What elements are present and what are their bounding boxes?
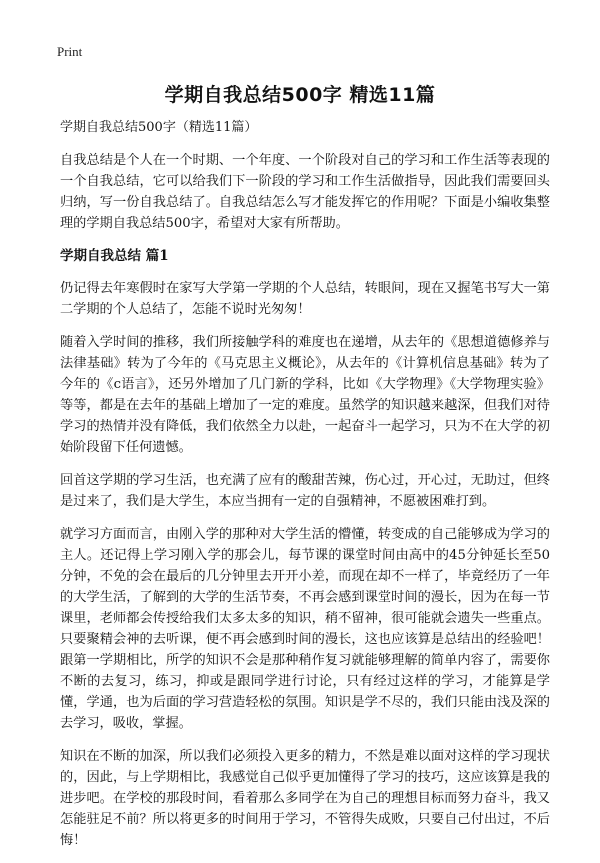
body-paragraph-1: 仍记得去年寒假时在家写大学第一学期的个人总结，转眼间，现在又握笔书写大一第二学期的个人总结了，怎能不说时光匆匆！ <box>60 281 550 317</box>
print-link[interactable]: Print <box>57 44 83 59</box>
body-paragraph-3: 回首这学期的学习生活，也充满了应有的酸甜苦辣，伤心过，开心过，无助过，但终是过来了，我们是大学生，本应当拥有一定的自强精神，不愿被困难打到。 <box>60 473 550 509</box>
body-paragraph-4: 就学习方面而言，由刚入学的那种对大学生活的懵懂，转变成的自己能够成为学习的主人。还记得上学习刚入学的那会儿，每节课的课堂时间由高中的45分钟延长至50分钟，不免的会在最后的几分钟里去开开小差，而现在却不一样了，毕竟经历了一年的大学生活，了解到的大学的生活节奏，不再会感到课堂时间的漫长，因为在每一节课里，老师都会传授给我们太多太多的知识，稍不留神，很可能就会遗失一些重点。只要聚精会神的去听课，便不再会感到时间的漫长，这也应该算是总结出的经验吧！跟第一学期相比，所学的知识不会是那种稍作复习就能够理解的简单内容了，需要你不断的去复习，练习，抑或是跟同学进行讨论，只有经过这样的学习，才能算是学懂，学通，也为后面的学习营造轻松的氛围。知识是学不尽的，我们只能由浅及深的去学习，吸收，掌握。 <box>60 527 550 731</box>
body-paragraph-5: 知识在不断的加深，所以我们必须投入更多的精力，不然是难以面对这样的学习现状的，因此，与上学期相比，我感觉自己似乎更加懂得了学习的技巧，这应该算是我的进步吧。在学校的那段时间，看着那么多同学在为自己的理想目标而努力奋斗，我又怎能驻足不前？所以将更多的时间用于学习，不管得失成败，只要自己付出过，不后悔！ <box>60 749 550 848</box>
section-heading: 学期自我总结 篇1 <box>60 248 169 264</box>
document-body <box>60 118 550 863</box>
intro-paragraph: 自我总结是个人在一个时期、一个年度、一个阶段对自己的学习和工作生活等表现的一个自我总结，它可以给我们下一阶段的学习和工作生活做指导，因此我们需要回头归纳，写一份自我总结了。自我总结怎么写才能发挥它的作用呢？下面是小编收集整理的学期自我总结500字，希望对大家有所帮助。 <box>60 153 550 231</box>
document-title: 学期自我总结500字 精选11篇 <box>164 84 436 106</box>
body-paragraph-2: 随着入学时间的推移，我们所接触学科的难度也在递增，从去年的《思想道德修养与法律基础》转为了今年的《马克思主义概论》，从去年的《计算机信息基础》转为了今年的《c语言》，还另外增加了几门新的学科，比如《大学物理》《大学物理实验》等等，都是在去年的基础上增加了一定的难度。虽然学的知识越来越深，但我们对待学习的热情并没有降低，我们依然全力以赴，一起奋斗一起学习，只为不在大学的初始阶段留下任何遗憾。 <box>60 335 550 455</box>
document-subtitle: 学期自我总结500字（精选11篇） <box>60 120 258 135</box>
